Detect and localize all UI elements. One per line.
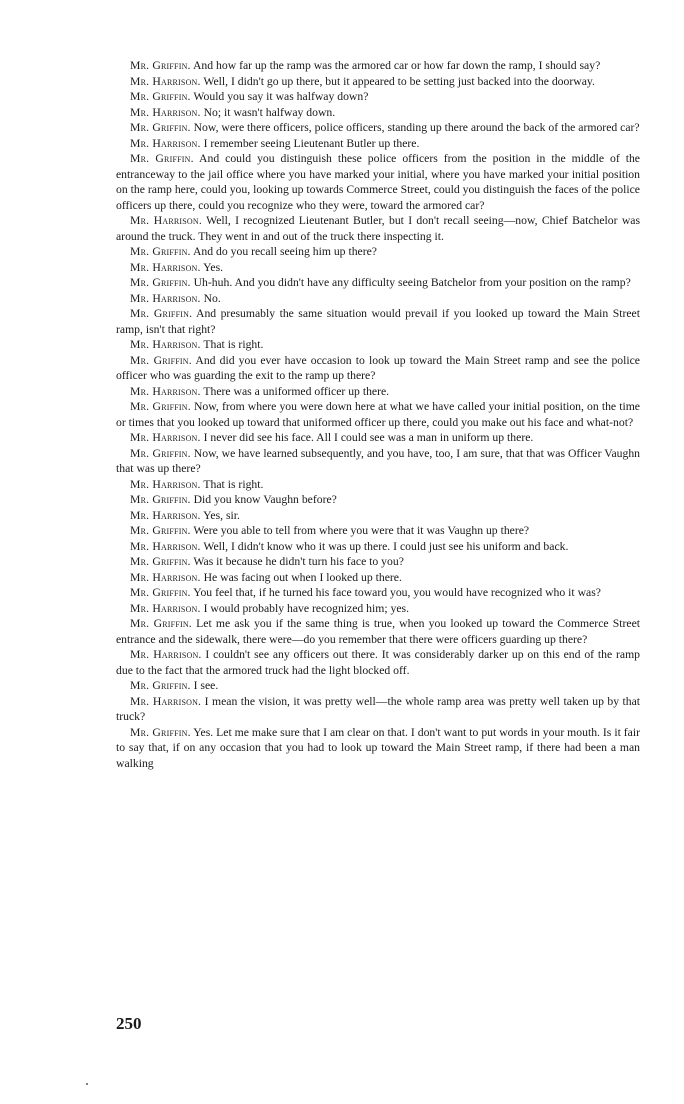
testimony-paragraph [116,275,640,291]
speech-text: You feel that, if he turned his face toward you, you would have recognized who it was? [193,586,601,599]
speaker-name: Mr. Harrison. [130,477,201,491]
speech-text: Yes. [203,260,224,274]
speaker-name: Mr. Griffin. [130,245,191,258]
testimony-paragraph [116,306,640,337]
testimony-text [116,58,640,771]
speaker-name: Mr. Harrison. [130,539,201,553]
speaker-name: Mr. Griffin. [130,617,192,630]
testimony-paragraph [116,678,640,694]
testimony-paragraph [116,151,640,213]
speech-text: That is right. [203,477,264,491]
testimony-paragraph [116,570,640,586]
speaker-name: Mr. Harrison. [130,214,203,227]
speaker-name: Mr. Harrison. [130,648,202,661]
testimony-paragraph [116,399,640,430]
speech-text: That is right. [203,338,264,351]
speech-text: Now, were there officers, police officers, standing up there around the back of the armored car? [193,121,640,134]
testimony-paragraph [116,120,640,136]
speaker-name: Mr. Harrison. [130,136,201,150]
speaker-name: Mr. Griffin. [130,400,191,413]
testimony-paragraph [116,554,640,570]
testimony-paragraph [116,539,640,555]
testimony-paragraph [116,89,640,105]
testimony-paragraph [116,585,640,601]
testimony-paragraph [116,213,640,244]
testimony-paragraph [116,477,640,493]
speaker-name: Mr. Harrison. [130,105,201,119]
speaker-name: Mr. Griffin. [130,555,191,568]
speech-text: No; it wasn't halfway down. [203,105,336,119]
speaker-name: Mr. Harrison. [130,74,201,88]
speech-text: And could you distinguish these police officers from the position in the middle of the entranceway to the jail office where you have marked your initial, where you have marked your initial position on the ramp here, could you, looking up towards Commerce Street, could you distinguish the faces of the police officers up there, could you recognize who they were, toward the armored car? [116,152,640,212]
speaker-name: Mr. Griffin. [130,59,191,72]
testimony-paragraph [116,105,640,121]
testimony-paragraph [116,647,640,678]
speech-text: Was it because he didn't turn his face to you? [193,555,404,568]
speaker-name: Mr. Griffin. [130,307,193,320]
speaker-name: Mr. Griffin. [130,276,191,289]
speaker-name: Mr. Griffin. [130,725,191,739]
testimony-paragraph [116,694,640,725]
speaker-name: Mr. Griffin. [130,121,191,134]
speaker-name: Mr. Griffin. [130,586,191,599]
speech-text: Well, I didn't know who it was up there. I could just see his uniform and back. [203,539,569,553]
scan-speck [86,1083,88,1085]
speech-text: I never did see his face. All I could see was a man in uniform up there. [203,431,534,444]
speech-text: Did you know Vaughn before? [193,493,337,506]
speech-text: And how far up the ramp was the armored car or how far down the ramp, I should say? [192,59,601,72]
testimony-paragraph [116,353,640,384]
speech-text: I remember seeing Lieutenant Butler up there. [203,136,420,150]
speech-text: Well, I didn't go up there, but it appeared to be setting just backed into the doorway. [203,74,595,88]
speaker-name: Mr. Harrison. [130,260,201,274]
testimony-paragraph [116,523,640,539]
speech-text: Yes, sir. [203,508,240,522]
testimony-paragraph [116,244,640,260]
speech-text: Let me ask you if the same thing is true, when you looked up toward the Commerce Street entrance and the sidewalk, there were—do you remember that there were officers guarding up there? [116,617,641,646]
testimony-paragraph [116,74,640,90]
speaker-name: Mr. Griffin. [130,353,192,367]
testimony-paragraph [116,384,640,400]
speaker-name: Mr. Harrison. [130,570,201,584]
speech-text: Were you able to tell from where you were that it was Vaughn up there? [193,524,530,537]
speech-text: Would you say it was halfway down? [193,90,369,103]
speaker-name: Mr. Griffin. [130,152,194,165]
testimony-paragraph [116,601,640,617]
testimony-paragraph [116,136,640,152]
speaker-name: Mr. Griffin. [130,493,191,506]
speaker-name: Mr. Griffin. [130,679,191,692]
speech-text: Well, I recognized Lieutenant Butler, but I don't recall seeing—now, Chief Batchelor was around the truck. They went in and out of the truck there inspecting it. [116,214,640,243]
speaker-name: Mr. Harrison. [130,694,202,708]
speaker-name: Mr. Harrison. [130,601,201,615]
speech-text: Now, from where you were down here at what we have called your initial position, on the time or times that you looked up toward that uniformed officer up there, could you make out his face and what-not? [116,400,640,429]
speech-text: I mean the vision, it was pretty well—the whole ramp area was pretty well taken up by that truck? [116,694,641,723]
speech-text: He was facing out when I looked up there. [203,570,402,584]
speaker-name: Mr. Harrison. [130,508,201,522]
speech-text: There was a uniformed officer up there. [203,384,390,398]
speech-text: Yes. Let me make sure that I am clear on that. I don't want to put words in your mouth. Is it fair to say that, if on any occasion that you had to look up toward the Main Street ramp, if there had been a man walking [116,725,640,770]
testimony-paragraph [116,430,640,446]
testimony-paragraph [116,260,640,276]
testimony-paragraph [116,291,640,307]
speaker-name: Mr. Griffin. [130,446,191,460]
speaker-name: Mr. Griffin. [130,90,191,103]
speech-text: I see. [193,679,219,692]
speaker-name: Mr. Griffin. [130,524,191,537]
testimony-paragraph [116,616,640,647]
speaker-name: Mr. Harrison. [130,384,201,398]
speaker-name: Mr. Harrison. [130,431,201,444]
speech-text: I couldn't see any officers out there. It was considerably darker up on this end of the ramp due to the fact that the armored truck had the light blocked off. [116,648,641,677]
speech-text: Now, we have learned subsequently, and you have, too, I am sure, that that was Officer Vaughn that was up there? [116,446,641,475]
testimony-paragraph [116,446,640,477]
testimony-paragraph [116,58,640,74]
page-number: 250 [116,1014,142,1033]
speech-text: And did you ever have occasion to look up toward the Main Street ramp and see the police officer who was guarding the exit to the ramp up there? [116,353,640,382]
speech-text: Uh-huh. And you didn't have any difficulty seeing Batchelor from your position on the ramp? [193,276,631,289]
testimony-paragraph [116,725,640,772]
speaker-name: Mr. Harrison. [130,291,201,305]
speaker-name: Mr. Harrison. [130,338,201,351]
speech-text: And presumably the same situation would prevail if you looked up toward the Main Street ramp, isn't that right? [116,307,640,336]
speech-text: No. [203,291,221,305]
speech-text: I would probably have recognized him; yes. [203,601,410,615]
testimony-paragraph [116,492,640,508]
testimony-paragraph [116,508,640,524]
testimony-paragraph [116,337,640,353]
speech-text: And do you recall seeing him up there? [192,245,377,258]
